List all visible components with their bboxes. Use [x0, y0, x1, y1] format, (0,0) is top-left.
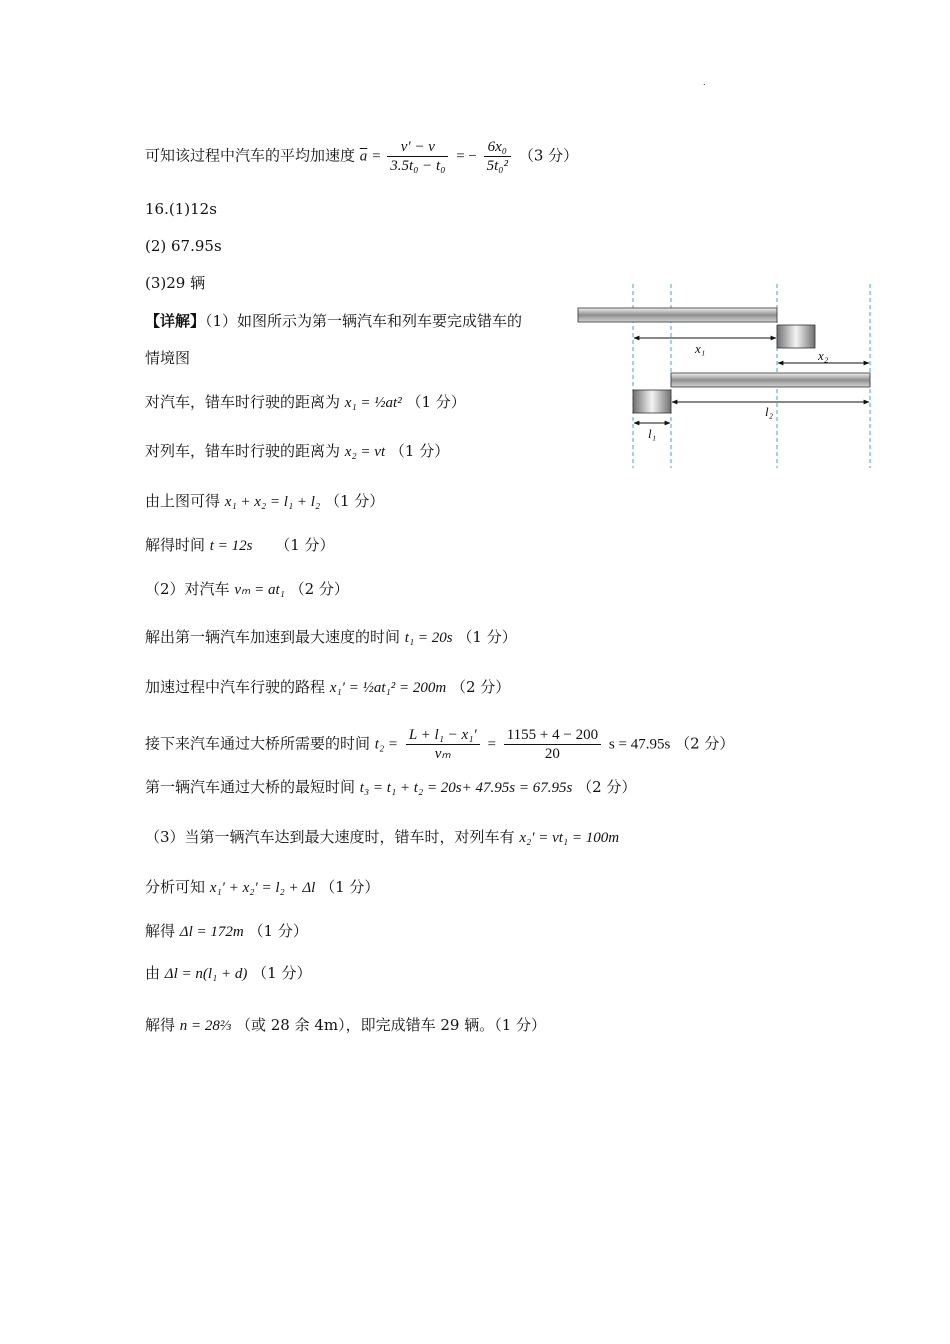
p2-t3-line: [145, 777, 636, 798]
p2-t2-den2: 20: [544, 746, 560, 762]
p3-intro-line: [145, 827, 619, 848]
p2-t2-text: 接下来汽车通过大桥所需要的时间: [145, 734, 371, 753]
p1-car-text: 对汽车，错车时行驶的距离为: [145, 393, 341, 411]
p3-final-line: [145, 1015, 546, 1036]
p1-car-score: （1 分）: [406, 393, 466, 411]
p2-t2-fraction-1: [406, 726, 480, 763]
p2-t2-lhs: t₂ =: [374, 736, 399, 753]
car-top: [777, 325, 815, 348]
p2-vm-line: [145, 579, 349, 600]
avg-accel-score: （3 分）: [518, 146, 579, 165]
p1-train-formula: x₂ = vt: [344, 444, 386, 460]
p2-t2-num2: 1155 + 4 − 200: [504, 726, 601, 745]
detail-intro-line2: 情境图: [145, 349, 191, 367]
avg-accel-num1: v′ − v: [387, 138, 448, 157]
p1-car-formula: x₁ = ½at²: [344, 395, 402, 411]
p1-sum-formula: x₁ + x₂ = l₁ + l₂: [224, 494, 321, 510]
p2-t2-fraction-2: [504, 726, 601, 763]
detail-intro-text: （1）如图所示为第一辆汽车和列车要完成错车的: [205, 312, 523, 330]
p2-intro: （2）对汽车: [145, 580, 230, 598]
x2-label: x₂: [818, 348, 829, 363]
answer-q2: (2) 67.95s: [145, 237, 222, 255]
p3-intro: （3）当第一辆汽车达到最大速度时，错车时，对列车有: [145, 828, 515, 846]
train-bar-top: [578, 308, 777, 322]
stray-dot: .: [703, 78, 706, 87]
p3-n-score: （1 分）: [252, 964, 312, 982]
p2-x1-score: （2 分）: [450, 678, 511, 696]
avg-accel-line: 可知该过程中汽车的平均加速度 $\overline{a}$ = $\frac{v' - v}{\text{3.5t₀ − t₀}}$ = − $\frac{\text{6x₀}}{\text{5t₀²}}$ （3 分）: [145, 139, 579, 174]
p3-dl-score: （1 分）: [248, 922, 308, 940]
l1-label: l₁: [648, 426, 657, 441]
p1-sum-text: 由上图可得: [145, 492, 221, 510]
p1-time-formula: t = 12s: [209, 538, 253, 554]
avg-accel-fraction-2: [484, 138, 511, 175]
detail-intro-line1: [145, 311, 522, 331]
p2-t2-den: vₘ: [434, 746, 451, 762]
p2-vm-formula: vₘ = at₁: [234, 582, 285, 598]
p3-analysis-line: [145, 877, 379, 898]
p2-x1-text: 加速过程中汽车行驶的路程: [145, 678, 326, 696]
p1-sum-line: [145, 491, 384, 512]
avg-accel-den1: 3.5t₀ − t₀: [390, 158, 446, 174]
p3-n-formula: Δl = n(l₁ + d): [164, 966, 248, 982]
p2-t1-line: [145, 627, 517, 648]
p3-dl-text: 解得: [145, 922, 176, 940]
p1-sum-score: （1 分）: [324, 492, 385, 510]
detail-tag: 【详解】: [145, 312, 206, 330]
avg-accel-fraction-1: [387, 138, 448, 175]
p2-t1-score: （1 分）: [457, 628, 517, 646]
answer-q3: (3)29 辆: [145, 274, 206, 292]
p2-t1-text: 解出第一辆汽车加速到最大速度的时间: [145, 628, 401, 646]
l2-label: l₂: [765, 404, 774, 419]
avg-accel-den2: 5t₀²: [486, 158, 509, 174]
car-bottom: [633, 390, 671, 413]
p2-t3-score: （2 分）: [577, 778, 637, 796]
p3-dl-line: [145, 921, 308, 942]
p2-vm-score: （2 分）: [289, 580, 349, 598]
p2-t2-num: L + l₁ − x₁′: [406, 726, 480, 745]
p3-final-text: 解得: [145, 1016, 176, 1034]
x1-label: x₁: [695, 341, 706, 356]
p1-time-line: [145, 535, 335, 556]
p3-n-text: 由: [145, 964, 161, 982]
p1-car-line: [145, 392, 466, 413]
p2-t2-score: （2 分）: [675, 734, 735, 753]
p3-n-line: [145, 963, 311, 984]
p3-analysis-text: 分析可知: [145, 878, 206, 896]
p1-time-text: 解得时间: [145, 536, 206, 554]
p2-t3-text: 第一辆汽车通过大桥的最短时间: [145, 778, 356, 796]
avg-accel-symbol: $\overline{a}$: [359, 148, 368, 165]
p3-final-rest: （或 28 余 4m），即完成错车 29 辆。（1 分）: [235, 1016, 547, 1034]
p2-x1-line: [145, 677, 510, 698]
p1-train-score: （1 分）: [389, 442, 450, 460]
p2-t1-formula: t₁ = 20s: [404, 630, 453, 646]
p3-x2-formula: x₂′ = vt₁ = 100m: [519, 830, 620, 846]
p3-analysis-formula: x₁′ + x₂′ = l₂ + Δl: [209, 880, 316, 896]
p2-t2-result: s = 47.95s: [608, 736, 671, 753]
p3-dl-formula: Δl = 172m: [179, 924, 244, 940]
passing-diagram: [575, 282, 875, 472]
train-bar-bottom: [671, 373, 870, 387]
p1-train-text: 对列车，错车时行驶的距离为: [145, 442, 341, 460]
avg-accel-prefix: 可知该过程中汽车的平均加速度: [145, 146, 356, 165]
answer-q1: 16.(1)12s: [145, 200, 217, 218]
p2-t2-line: 接下来汽车通过大桥所需要的时间 t₂ = $\frac{\text{L + l₁ − x₁′}}{\text{vₘ}}$ = $\frac{1155 + 4 - 200}{20}$ s = 47.95s （2 分）: [145, 727, 735, 762]
p1-train-line: [145, 441, 449, 462]
p3-final-formula: n = 28⅔: [179, 1018, 232, 1034]
p1-time-score: （1 分）: [275, 536, 335, 554]
p2-x1-formula: x₁′ = ½at₁² = 200m: [329, 680, 447, 696]
p3-analysis-score: （1 分）: [320, 878, 380, 896]
p2-t3-formula: t₃ = t₁ + t₂ = 20s+ 47.95s = 67.95s: [359, 780, 573, 796]
avg-accel-num2: 6x₀: [484, 138, 511, 157]
